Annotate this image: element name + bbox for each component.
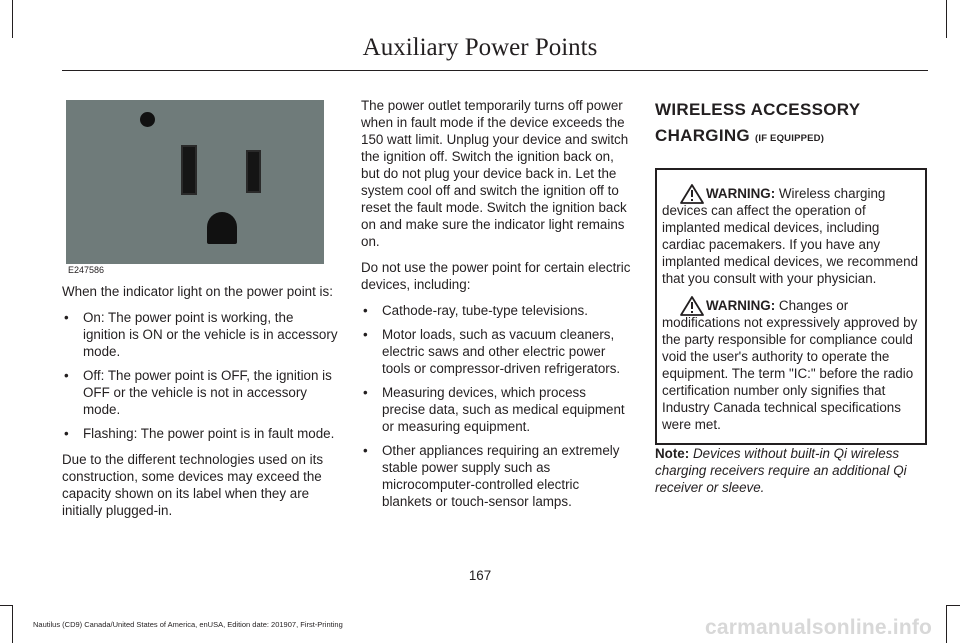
list-item: • Off: The power point is OFF, the ignition is OFF or the vehicle is not in accessory mode. xyxy=(62,367,338,418)
crop-mark-top-right-v xyxy=(946,0,947,38)
section-heading-line1: WIRELESS ACCESSORY xyxy=(655,100,861,119)
list-item: • On: The power point is working, the ignition is ON or the vehicle is in accessory mode. xyxy=(62,309,338,360)
section-heading-line2 xyxy=(655,123,927,152)
note-label: Note: xyxy=(655,446,690,461)
section-heading-suffix: (IF EQUIPPED) xyxy=(755,133,825,144)
warning-box xyxy=(655,168,927,445)
warning-triangle-icon xyxy=(662,296,706,312)
excluded-devices-list xyxy=(361,302,631,510)
crop-mark-bottom-left-v xyxy=(12,605,13,643)
outlet-slot-neutral xyxy=(181,145,197,195)
outlet-slot-hot xyxy=(246,150,261,193)
crop-mark-bottom-right-h xyxy=(946,605,960,606)
list-item: • Measuring devices, which process precise data, such as medical equipment or measuring equipment. xyxy=(361,384,631,435)
watermark: carmanualsonline.info xyxy=(705,616,933,639)
outlet-ground-hole xyxy=(207,212,237,244)
warning-item xyxy=(662,184,921,287)
list-item: • Flashing: The power point is in fault mode. xyxy=(62,425,338,442)
warning-text: Changes or modifications not expressively approved by the party responsible for compliance could void the user's authority to operate the equipment. The term "IC:" before the radio certification number only signifies that Industry Canada technical specifications were met. xyxy=(662,298,918,432)
note-paragraph xyxy=(655,445,927,496)
section-heading-main: CHARGING xyxy=(655,126,750,145)
warning-label: WARNING: xyxy=(706,186,776,201)
warning-item xyxy=(662,296,921,433)
electrical-outlet-image xyxy=(66,100,324,264)
list-item: • Cathode-ray, tube-type televisions. xyxy=(361,302,631,319)
crop-mark-bottom-right-v xyxy=(946,605,947,643)
page-number: 167 xyxy=(468,568,492,583)
warning-triangle-icon xyxy=(662,184,706,200)
figure-code: E247586 xyxy=(68,265,105,275)
page-title: Auxiliary Power Points xyxy=(362,34,598,61)
note-text: Devices without built-in Qi wireless charging receivers require an additional Qi receiver or sleeve. xyxy=(655,446,907,495)
column-right xyxy=(655,97,927,505)
list-item: • Other appliances requiring an extremely stable power supply such as microcomputer-controlled electric blankets or touch-sensor lamps. xyxy=(361,442,631,510)
warning-label: WARNING: xyxy=(706,298,776,313)
header-rule xyxy=(62,70,928,71)
outlet-screw-hole xyxy=(140,112,155,127)
fault-mode-paragraph: The power outlet temporarily turns off power when in fault mode if the device exceeds the 150 watt limit. Unplug your device and switch the ignition off. Switch the ignition back on, but do not plug your device back in. Let the system cool off and switch the ignition off to reset the fault mode. Switch the ignition back on and make sure the indicator light remains on. xyxy=(361,98,629,249)
list-item: • Motor loads, such as vacuum cleaners, electric saws and other electric power tools or compressor-driven refrigerators. xyxy=(361,326,631,377)
column-left xyxy=(62,283,338,528)
capacity-paragraph: Due to the different technologies used on its construction, some devices may exceed the capacity shown on its label when they are initially plugged-in. xyxy=(62,452,324,518)
devices-intro: Do not use the power point for certain electric devices, including: xyxy=(361,260,631,292)
indicator-intro: When the indicator light on the power point is: xyxy=(62,284,333,299)
indicator-states-list xyxy=(62,309,338,442)
crop-mark-bottom-left-h xyxy=(0,605,12,606)
crop-mark-top-left-v xyxy=(12,0,13,38)
warning-text: Wireless charging devices can affect the operation of implanted medical devices, including cardiac pacemakers. If you have any implanted medical devices, we recommend that you consult with your physician. xyxy=(662,186,919,286)
footer-edition-info: Nautilus (CD9) Canada/United States of America, enUSA, Edition date: 201907, First-Printing xyxy=(33,620,343,629)
column-middle xyxy=(361,97,631,519)
